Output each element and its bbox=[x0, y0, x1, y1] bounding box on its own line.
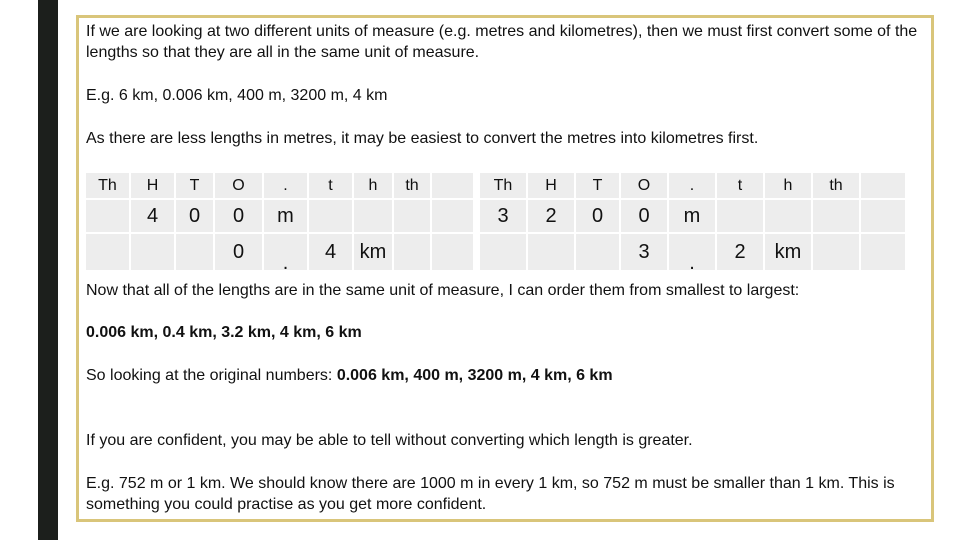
table-cell bbox=[354, 200, 392, 232]
table-row bbox=[480, 200, 905, 232]
table-cell bbox=[86, 234, 129, 270]
table-cell: 0 bbox=[621, 200, 667, 232]
confident-text: If you are confident, you may be able to tell without converting which length is greater. bbox=[86, 432, 693, 449]
table-cell: . bbox=[264, 234, 307, 270]
table-cell bbox=[528, 234, 574, 270]
header-cell: H bbox=[131, 173, 174, 198]
table-cell: . bbox=[669, 234, 715, 270]
table-cell bbox=[813, 234, 859, 270]
header-cell: H bbox=[528, 173, 574, 198]
header-cell: t bbox=[309, 173, 352, 198]
header-cell: th bbox=[813, 173, 859, 198]
advice-text: As there are less lengths in metres, it may be easiest to convert the metres into kilometres first. bbox=[86, 130, 759, 147]
table-cell bbox=[813, 200, 859, 232]
header-cell: Th bbox=[480, 173, 526, 198]
table-cell bbox=[131, 234, 174, 270]
table-cell: m bbox=[669, 200, 715, 232]
intro-text: If we are looking at two different units of measure (e.g. metres and kilometres), then we must first convert some of the lengths so that they are all in the same unit of measure. bbox=[86, 23, 918, 61]
table-cell bbox=[432, 200, 473, 232]
table-cell: 2 bbox=[717, 234, 763, 270]
table-cell: 0 bbox=[176, 200, 213, 232]
table-cell bbox=[861, 234, 905, 270]
table-cell bbox=[861, 200, 905, 232]
header-cell: t bbox=[717, 173, 763, 198]
table-cell bbox=[576, 234, 619, 270]
place-value-table-1 bbox=[84, 171, 475, 272]
ordered-list-text: 0.006 km, 0.4 km, 3.2 km, 4 km, 6 km bbox=[86, 324, 362, 341]
left-accent-bar bbox=[38, 0, 58, 540]
example2-text: E.g. 752 m or 1 km. We should know there are 1000 m in every 1 km, so 752 m must be smaller than 1 km. This is something you could practise as you get more confident. bbox=[86, 475, 895, 513]
table-header-row bbox=[480, 173, 905, 198]
table-cell: 0 bbox=[215, 234, 262, 270]
header-cell: Th bbox=[86, 173, 129, 198]
table-row bbox=[480, 234, 905, 270]
table-row bbox=[86, 200, 473, 232]
table-cell: m bbox=[264, 200, 307, 232]
header-cell: O bbox=[215, 173, 262, 198]
order-intro-text: Now that all of the lengths are in the same unit of measure, I can order them from smallest to largest: bbox=[86, 282, 800, 299]
table-row bbox=[86, 234, 473, 270]
table-header-row bbox=[86, 173, 473, 198]
header-cell: O bbox=[621, 173, 667, 198]
table-cell: 0 bbox=[215, 200, 262, 232]
header-cell bbox=[432, 173, 473, 198]
header-cell: T bbox=[576, 173, 619, 198]
table-cell bbox=[86, 200, 129, 232]
table-cell: 4 bbox=[131, 200, 174, 232]
header-cell: h bbox=[765, 173, 811, 198]
table-cell bbox=[432, 234, 473, 270]
header-cell: T bbox=[176, 173, 213, 198]
table-cell bbox=[717, 200, 763, 232]
header-cell bbox=[861, 173, 905, 198]
table-cell: 3 bbox=[621, 234, 667, 270]
table-cell bbox=[480, 234, 526, 270]
table-cell: 3 bbox=[480, 200, 526, 232]
original-numbers-text bbox=[86, 365, 613, 386]
table-cell: km bbox=[765, 234, 811, 270]
table-cell: km bbox=[354, 234, 392, 270]
place-value-table-2 bbox=[478, 171, 907, 272]
original-prefix: So looking at the original numbers: bbox=[86, 367, 337, 384]
table-cell bbox=[394, 234, 430, 270]
header-cell: . bbox=[669, 173, 715, 198]
table-cell bbox=[394, 200, 430, 232]
table-cell: 4 bbox=[309, 234, 352, 270]
original-list: 0.006 km, 400 m, 3200 m, 4 km, 6 km bbox=[336, 367, 613, 384]
table-cell: 0 bbox=[576, 200, 619, 232]
example-text: E.g. 6 km, 0.006 km, 400 m, 3200 m, 4 km bbox=[86, 87, 388, 104]
table-cell bbox=[765, 200, 811, 232]
header-cell: . bbox=[264, 173, 307, 198]
header-cell: th bbox=[394, 173, 430, 198]
header-cell: h bbox=[354, 173, 392, 198]
table-cell bbox=[176, 234, 213, 270]
table-cell bbox=[309, 200, 352, 232]
table-cell: 2 bbox=[528, 200, 574, 232]
